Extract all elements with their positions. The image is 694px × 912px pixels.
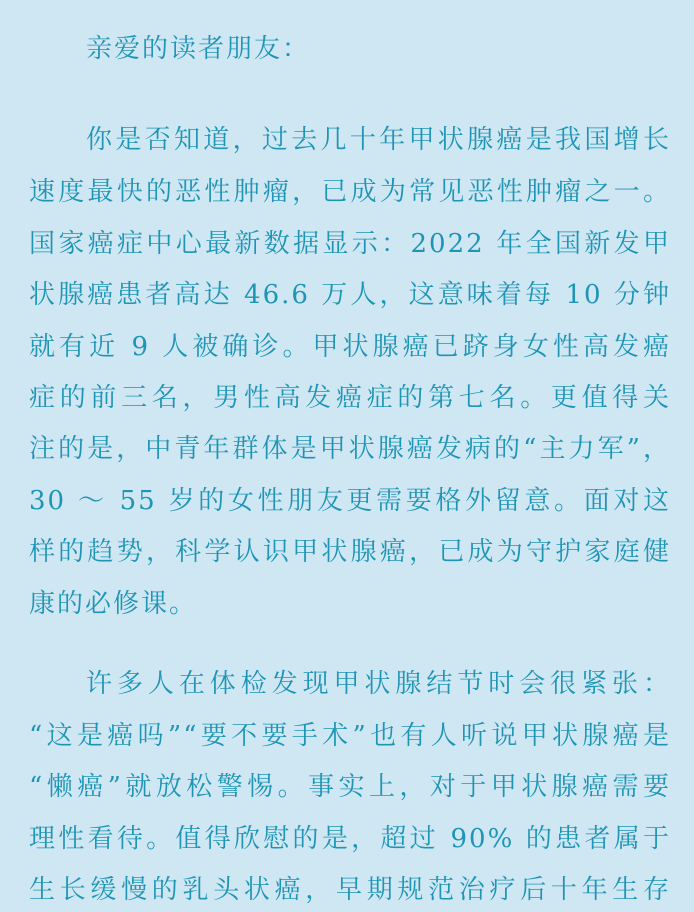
paragraph-line: 状腺癌患者高达 46.6 万人，这意味着每 10 分钟 (29, 280, 671, 310)
greeting-line: 亲爱的读者朋友： (86, 34, 311, 64)
paragraph-line: 你是否知道，过去几十年甲状腺癌是我国增长 (86, 125, 671, 155)
paragraph-line: 注的是，中青年群体是甲状腺癌发病的“主力军”， (29, 434, 671, 464)
paragraph-line: 30 ～ 55 岁的女性朋友更需要格外留意。面对这 (29, 486, 671, 516)
paragraph-line: 就有近 9 人被确诊。甲状腺癌已跻身女性高发癌 (29, 332, 671, 362)
paragraph-line: 症的前三名，男性高发癌症的第七名。更值得关 (29, 383, 671, 413)
paragraph-line: 理性看待。值得欣慰的是，超过 90% 的患者属于 (29, 824, 671, 854)
paragraph-line: 康的必修课。 (29, 589, 198, 619)
paragraph-line: 许多人在体检发现甲状腺结节时会很紧张： (86, 669, 671, 699)
paragraph-line: “这是癌吗”“要不要手术”也有人听说甲状腺癌是 (29, 721, 671, 751)
paragraph-line: “懒癌”就放松警惕。事实上，对于甲状腺癌需要 (29, 772, 671, 802)
paragraph-line: 生长缓慢的乳头状癌，早期规范治疗后十年生存 (29, 875, 671, 905)
paragraph-line: 样的趋势，科学认识甲状腺癌，已成为守护家庭健 (29, 537, 671, 567)
paragraph-line: 速度最快的恶性肿瘤，已成为常见恶性肿瘤之一。 (29, 177, 671, 207)
paragraph-line: 国家癌症中心最新数据显示：2022 年全国新发甲 (29, 229, 671, 259)
